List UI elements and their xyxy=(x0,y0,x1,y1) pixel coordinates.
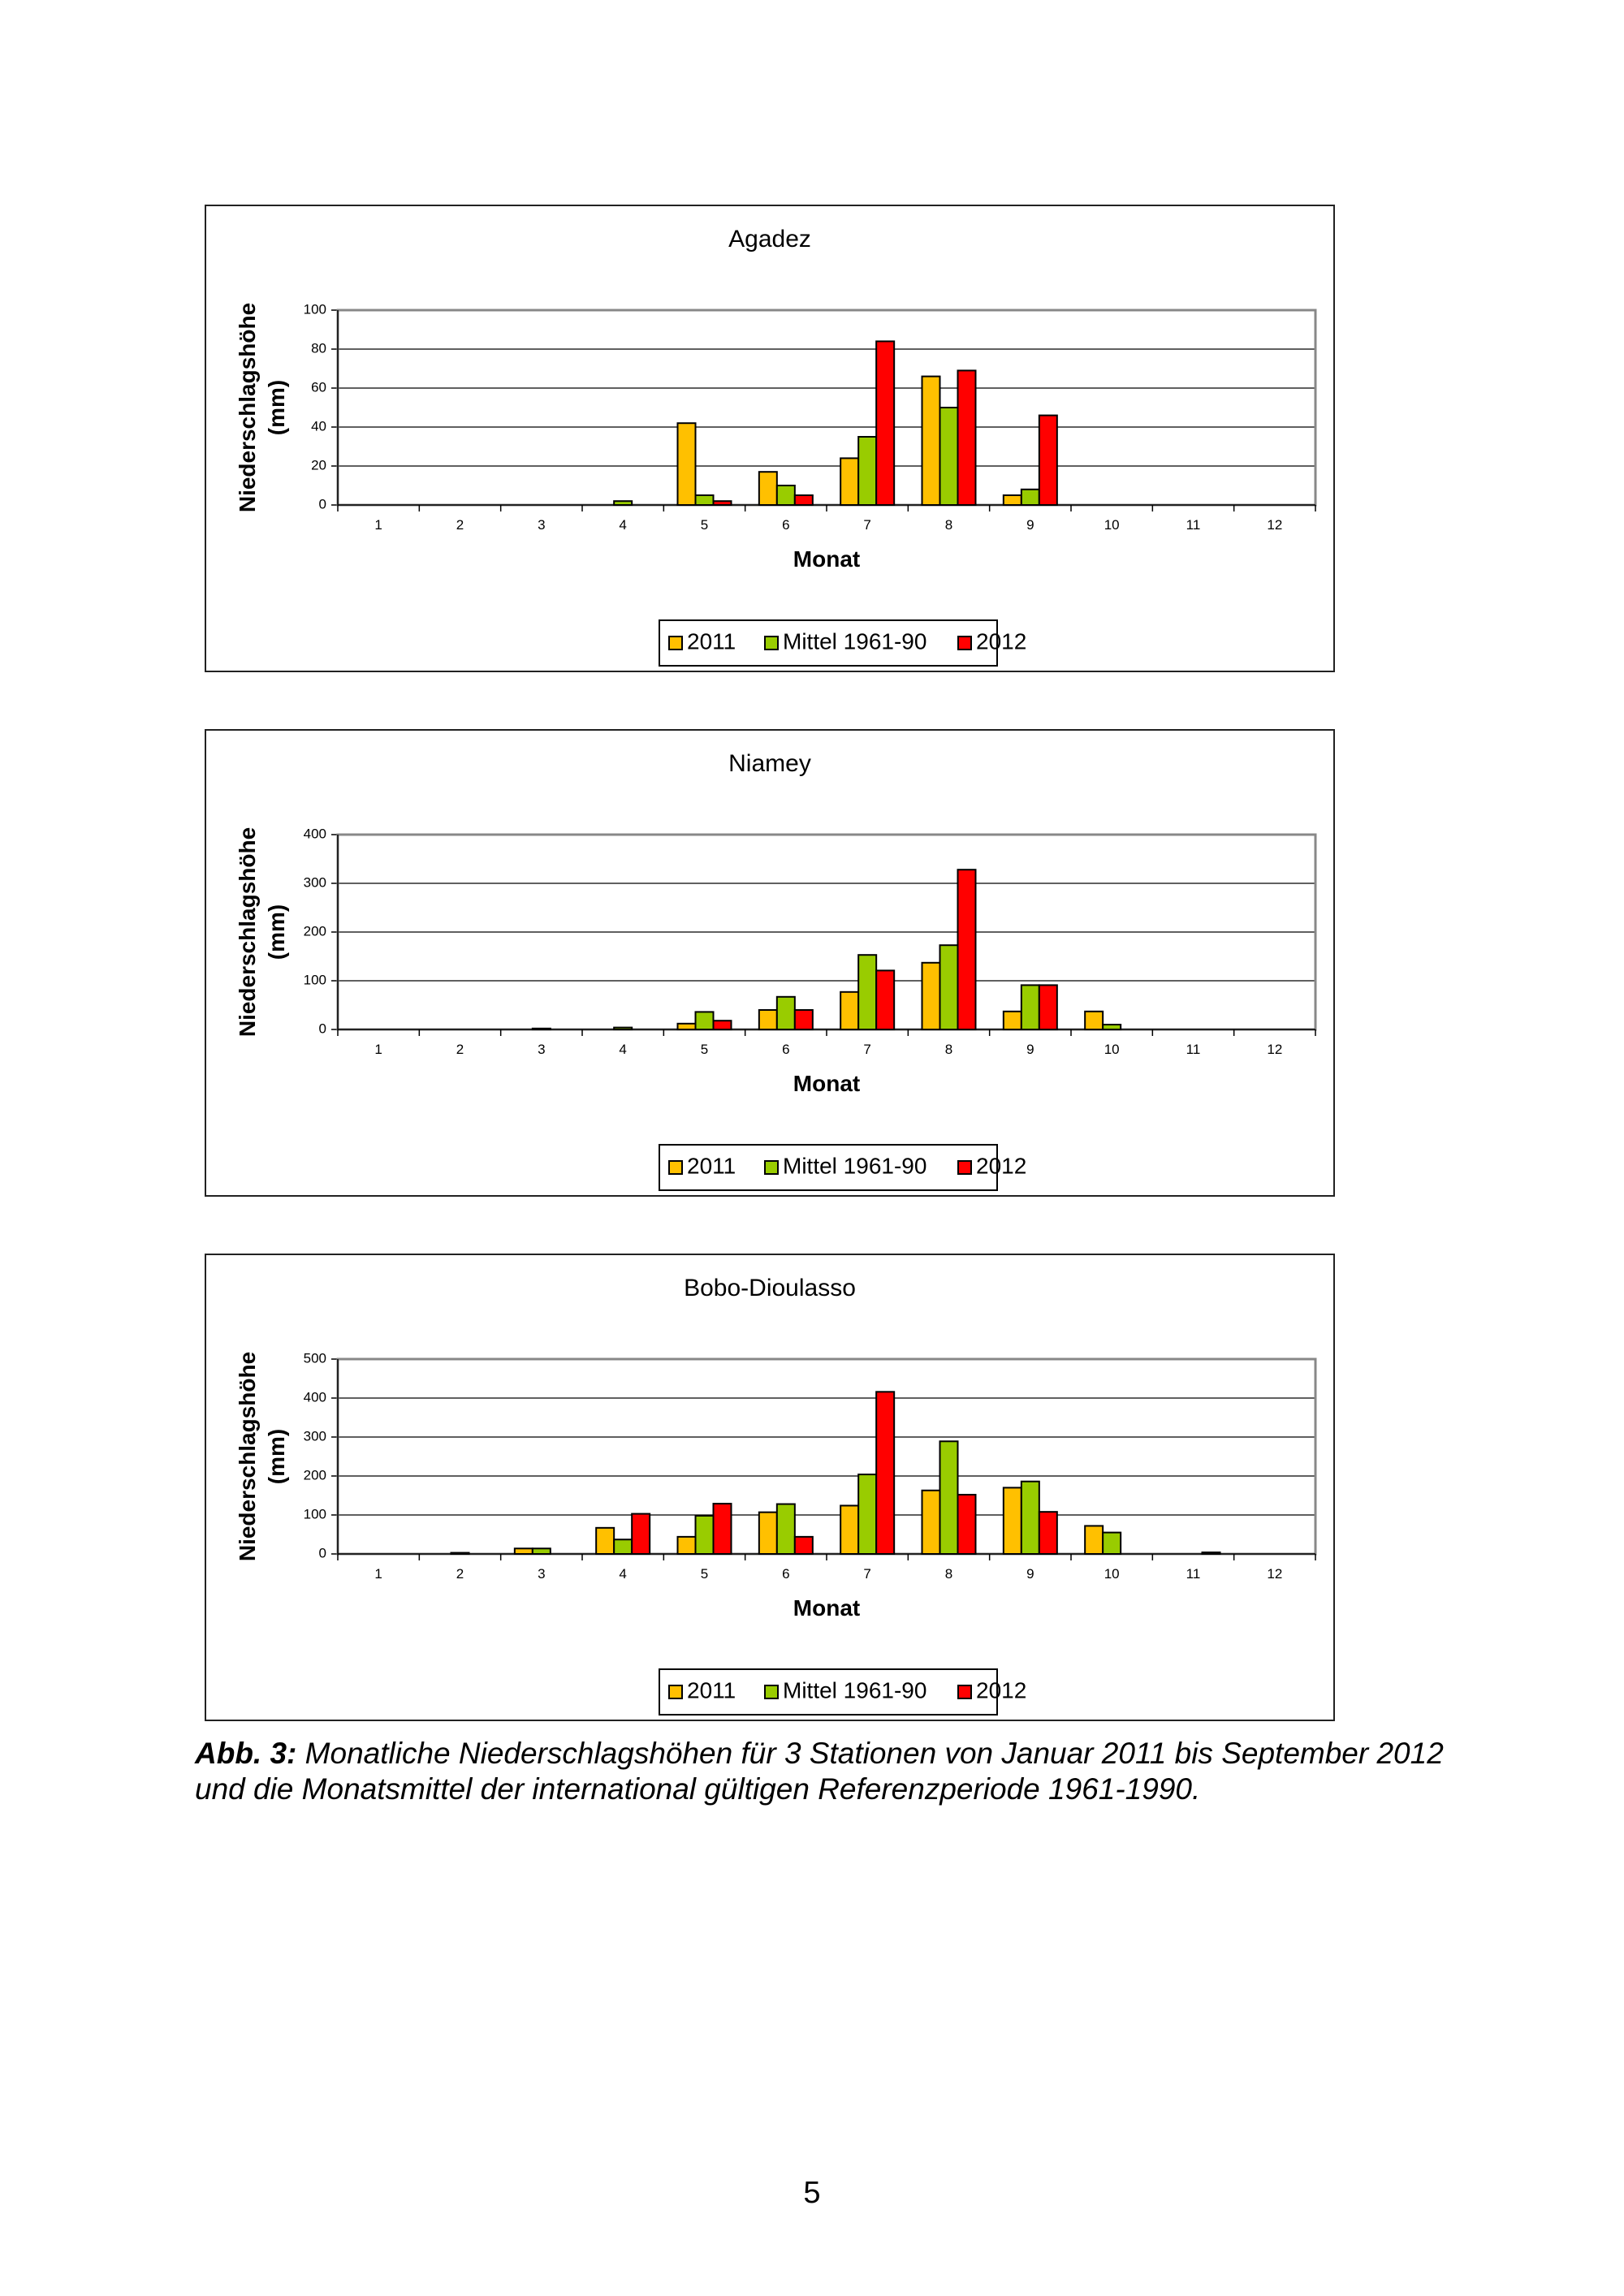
x-tick-label: 5 xyxy=(700,1566,709,1582)
legend-swatch xyxy=(669,637,682,650)
chart-bobo-dioulasso xyxy=(205,1254,1335,1721)
bar xyxy=(759,472,777,505)
chart-title: Niamey xyxy=(728,749,811,777)
x-tick-label: 4 xyxy=(619,1566,627,1582)
y-axis-label xyxy=(235,1352,289,1561)
bar xyxy=(858,1474,876,1554)
bar xyxy=(840,458,858,505)
legend-swatch xyxy=(669,1685,682,1698)
x-tick-label: 1 xyxy=(374,1042,382,1057)
x-axis-label: Monat xyxy=(793,1071,861,1096)
bar xyxy=(1085,1012,1103,1029)
y-axis-label-unit: (mm) xyxy=(264,1428,289,1485)
chart-niamey-svg xyxy=(206,731,1333,1195)
x-axis-label: Monat xyxy=(793,546,861,572)
y-tick-label: 0 xyxy=(318,1021,326,1037)
bar xyxy=(678,423,696,505)
bar xyxy=(678,1537,696,1554)
bar xyxy=(958,870,976,1029)
bar xyxy=(922,1491,940,1554)
x-tick-label: 6 xyxy=(782,1566,790,1582)
bar xyxy=(1039,985,1057,1029)
bar xyxy=(1085,1526,1103,1554)
y-axis-label-line: Niederschlagshöhe xyxy=(235,826,260,1038)
x-tick-label: 2 xyxy=(456,1566,464,1582)
legend-swatch xyxy=(765,1685,778,1698)
x-axis-label: Monat xyxy=(793,1595,861,1621)
x-tick-label: 1 xyxy=(374,1566,382,1582)
y-axis-label-unit: (mm) xyxy=(264,379,289,436)
legend-entry: 2012 xyxy=(976,1153,1027,1179)
y-axis-label xyxy=(235,303,289,512)
chart-title: Bobo-Dioulasso xyxy=(684,1274,856,1301)
y-axis-label-unit: (mm) xyxy=(264,904,289,960)
bar xyxy=(678,1024,696,1029)
y-tick-label: 40 xyxy=(311,418,326,434)
bar xyxy=(632,1514,650,1554)
y-tick-label: 400 xyxy=(303,1389,326,1405)
chart-title: Agadez xyxy=(728,225,811,252)
bar xyxy=(696,1012,714,1029)
legend xyxy=(659,620,1026,666)
bar xyxy=(714,501,732,505)
x-tick-label: 4 xyxy=(619,1042,627,1057)
bar xyxy=(1021,490,1039,505)
x-tick-label: 10 xyxy=(1104,517,1120,533)
x-tick-label: 7 xyxy=(863,1042,871,1057)
bar xyxy=(451,1553,469,1554)
bar xyxy=(614,1539,632,1554)
bar xyxy=(1004,1012,1021,1029)
x-tick-label: 5 xyxy=(700,1042,709,1057)
bar xyxy=(958,370,976,505)
legend xyxy=(659,1669,1026,1715)
x-tick-label: 8 xyxy=(944,1566,953,1582)
legend-entry: 2011 xyxy=(687,1153,736,1179)
x-tick-label: 4 xyxy=(619,517,627,533)
x-tick-label: 8 xyxy=(944,1042,953,1057)
legend-swatch xyxy=(958,1685,971,1698)
bar xyxy=(876,970,894,1029)
x-tick-label: 7 xyxy=(863,517,871,533)
bar xyxy=(940,408,958,505)
legend-swatch xyxy=(669,1161,682,1174)
y-axis-label xyxy=(235,827,289,1037)
bar xyxy=(614,1028,632,1029)
bar xyxy=(795,1537,813,1554)
page-number: 5 xyxy=(803,2176,821,2210)
legend-entry: 2012 xyxy=(976,628,1027,654)
x-tick-label: 12 xyxy=(1267,1566,1283,1582)
y-tick-label: 300 xyxy=(303,874,326,891)
bar xyxy=(840,992,858,1029)
bar xyxy=(958,1495,976,1554)
x-tick-label: 3 xyxy=(538,517,546,533)
legend-entry: 2011 xyxy=(687,628,736,654)
legend-swatch xyxy=(765,637,778,650)
chart-agadez xyxy=(205,205,1335,672)
x-tick-label: 3 xyxy=(538,1042,546,1057)
y-tick-label: 100 xyxy=(303,972,326,988)
legend-entry: 2012 xyxy=(976,1677,1027,1703)
bar xyxy=(1021,985,1039,1029)
bar xyxy=(1103,1533,1121,1554)
y-tick-label: 300 xyxy=(303,1428,326,1444)
caption-label: Abb. 3: xyxy=(195,1737,297,1770)
x-tick-label: 8 xyxy=(944,517,953,533)
legend-swatch xyxy=(765,1161,778,1174)
y-tick-label: 100 xyxy=(303,1506,326,1522)
legend-entry: 2011 xyxy=(687,1677,736,1703)
bar xyxy=(714,1504,732,1554)
bar xyxy=(759,1513,777,1554)
x-tick-label: 2 xyxy=(456,517,464,533)
bar xyxy=(1103,1025,1121,1029)
x-tick-label: 1 xyxy=(374,517,382,533)
legend xyxy=(659,1145,1026,1190)
bar xyxy=(1039,1512,1057,1554)
y-tick-label: 60 xyxy=(311,379,326,395)
bar xyxy=(533,1548,551,1554)
x-tick-label: 12 xyxy=(1267,517,1283,533)
figure-caption xyxy=(195,1736,1445,1807)
x-tick-label: 6 xyxy=(782,1042,790,1057)
y-tick-label: 100 xyxy=(303,301,326,317)
x-tick-label: 10 xyxy=(1104,1566,1120,1582)
x-tick-label: 11 xyxy=(1186,1042,1201,1057)
bar xyxy=(1004,1487,1021,1554)
plot-area xyxy=(338,310,1315,505)
plot-area xyxy=(338,1359,1315,1554)
legend-entry: Mittel 1961-90 xyxy=(783,1677,927,1703)
y-tick-label: 400 xyxy=(303,826,326,842)
y-tick-label: 500 xyxy=(303,1350,326,1366)
legend-entry: Mittel 1961-90 xyxy=(783,1153,927,1179)
bar xyxy=(876,341,894,505)
bar xyxy=(515,1548,533,1554)
y-axis-label-line: Niederschlagshöhe xyxy=(235,302,260,513)
bar xyxy=(795,1010,813,1029)
bar xyxy=(696,495,714,505)
bar xyxy=(1039,416,1057,505)
x-tick-label: 9 xyxy=(1026,517,1034,533)
x-tick-label: 2 xyxy=(456,1042,464,1057)
bar xyxy=(795,495,813,505)
y-tick-label: 200 xyxy=(303,923,326,939)
bar xyxy=(922,377,940,505)
bar xyxy=(614,501,632,505)
y-tick-label: 200 xyxy=(303,1467,326,1483)
bar xyxy=(858,437,876,505)
y-tick-label: 0 xyxy=(318,1545,326,1561)
x-tick-label: 9 xyxy=(1026,1566,1034,1582)
chart-agadez-svg xyxy=(206,206,1333,671)
x-tick-label: 12 xyxy=(1267,1042,1283,1057)
bar xyxy=(1004,495,1021,505)
bar xyxy=(940,945,958,1029)
y-tick-label: 20 xyxy=(311,457,326,473)
bar xyxy=(696,1516,714,1554)
caption-text: Monatliche Niederschlagshöhen für 3 Stationen von Januar 2011 bis September 2012 und die Monatsmittel der international gültigen Referenzperiode 1961-1990. xyxy=(195,1737,1444,1806)
x-tick-label: 9 xyxy=(1026,1042,1034,1057)
bar xyxy=(777,486,795,505)
chart-niamey xyxy=(205,729,1335,1197)
bar xyxy=(940,1441,958,1554)
x-tick-label: 6 xyxy=(782,517,790,533)
x-tick-label: 7 xyxy=(863,1566,871,1582)
bar xyxy=(714,1021,732,1029)
x-tick-label: 5 xyxy=(700,517,709,533)
bar xyxy=(759,1010,777,1029)
bar xyxy=(777,1504,795,1554)
x-tick-label: 10 xyxy=(1104,1042,1120,1057)
bar xyxy=(596,1528,614,1554)
chart-bobo-dioulasso-svg xyxy=(206,1255,1333,1720)
y-tick-label: 80 xyxy=(311,340,326,356)
y-tick-label: 0 xyxy=(318,496,326,512)
bar xyxy=(1021,1482,1039,1554)
y-axis-label-line: Niederschlagshöhe xyxy=(235,1351,260,1562)
bar xyxy=(1203,1552,1220,1554)
bar xyxy=(922,963,940,1029)
legend-swatch xyxy=(958,1161,971,1174)
bar xyxy=(858,955,876,1029)
bar xyxy=(876,1392,894,1554)
x-tick-label: 3 xyxy=(538,1566,546,1582)
legend-entry: Mittel 1961-90 xyxy=(783,628,927,654)
x-tick-label: 11 xyxy=(1186,517,1201,533)
legend-swatch xyxy=(958,637,971,650)
x-tick-label: 11 xyxy=(1186,1566,1201,1582)
bar xyxy=(777,997,795,1029)
bar xyxy=(840,1505,858,1554)
